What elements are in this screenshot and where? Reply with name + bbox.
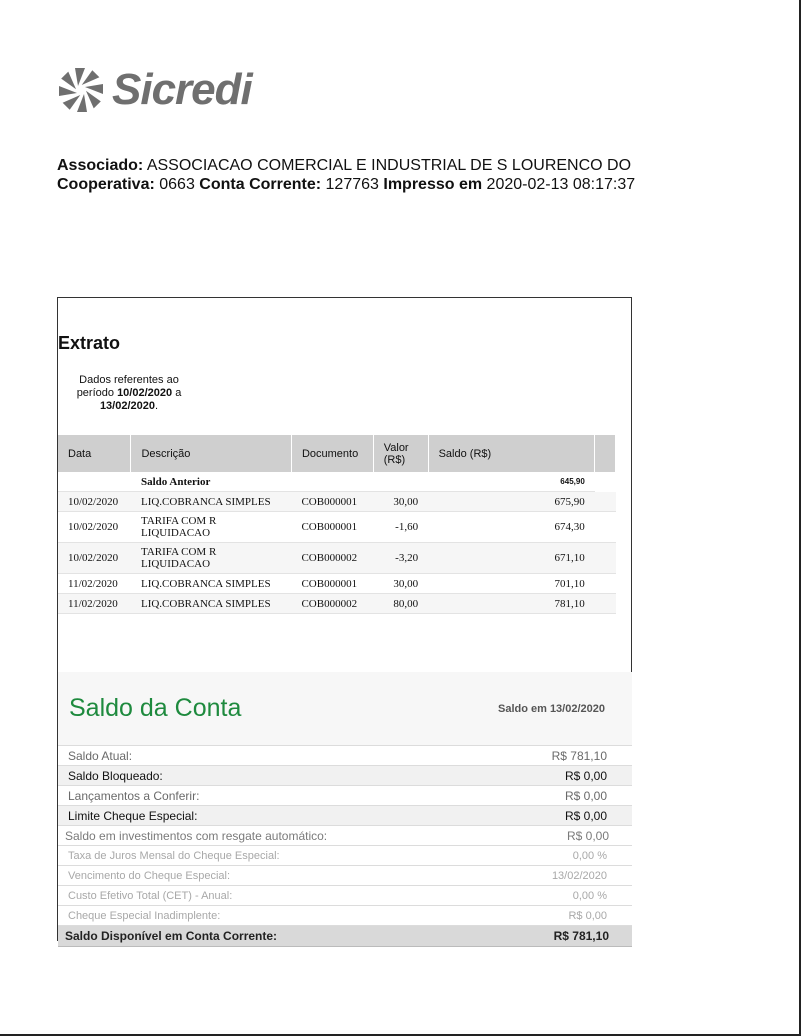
col-documento: Documento: [291, 435, 373, 472]
col-extra: [595, 435, 616, 472]
summary-value: R$ 0,00: [564, 808, 607, 823]
col-data: Data: [58, 435, 131, 472]
summary-value: R$ 0,00: [564, 768, 607, 783]
summary-label: Limite Cheque Especial:: [68, 808, 198, 823]
summary-value: R$ 781,10: [551, 748, 607, 763]
row-valor: 80,00: [373, 594, 428, 614]
summary-row-saldo-bloqueado: [58, 765, 632, 785]
statement-table: [58, 435, 616, 614]
row-data: 10/02/2020: [58, 492, 131, 512]
sicredi-logo: [56, 60, 252, 120]
row-data: 11/02/2020: [58, 574, 131, 594]
summary-label: Vencimento do Cheque Especial:: [68, 869, 231, 882]
summary-row-lancamentos: [58, 785, 632, 805]
impresso-label: Impresso em: [383, 176, 483, 193]
periodo-prefix: Dados referentes ao período: [76, 374, 179, 399]
account-header: [57, 156, 635, 194]
associado-value: ASSOCIACAO COMERCIAL E INDUSTRIAL DE S LOURENCO DO: [146, 157, 632, 174]
summary-label: Custo Efetivo Total (CET) - Anual:: [68, 889, 233, 902]
impresso-value: 2020-02-13 08:17:37: [486, 176, 636, 193]
table-header-row: [58, 435, 616, 472]
table-row: [58, 594, 616, 614]
saldo-conta-title: Saldo da Conta: [69, 694, 242, 722]
saldo-anterior-row: [58, 472, 616, 492]
cooperativa-value: 0663: [159, 176, 195, 193]
row-documento: COB000001: [291, 512, 373, 543]
summary-row-taxa-juros: [58, 845, 632, 865]
associado-label: Associado:: [57, 157, 144, 174]
summary-row-vencimento: [58, 865, 632, 885]
summary-label: Cheque Especial Inadimplente:: [68, 909, 221, 922]
brand-name: Sicredi: [112, 65, 252, 114]
row-descricao: TARIFA COM R LIQUIDACAO: [131, 543, 291, 574]
cooperativa-line: [57, 175, 635, 194]
saldo-anterior-value: 645,90: [428, 472, 595, 492]
summary-value: R$ 781,10: [553, 929, 609, 943]
row-valor: 30,00: [373, 574, 428, 594]
row-documento: COB000002: [291, 543, 373, 574]
summary-label: Saldo Atual:: [68, 748, 133, 763]
periodo-suffix: .: [155, 400, 159, 412]
summary-row-cet: [58, 885, 632, 905]
row-saldo: 671,10: [428, 543, 595, 574]
summary-label: Taxa de Juros Mensal do Cheque Especial:: [68, 849, 280, 862]
row-saldo: 781,10: [428, 594, 595, 614]
table-row: [58, 574, 616, 594]
row-saldo: 674,30: [428, 512, 595, 543]
row-valor: -3,20: [373, 543, 428, 574]
row-descricao: TARIFA COM R LIQUIDACAO: [131, 512, 291, 543]
summary-value: 0,00 %: [572, 889, 607, 902]
saldo-anterior-label: Saldo Anterior: [131, 472, 428, 492]
row-valor: -1,60: [373, 512, 428, 543]
row-valor: 30,00: [373, 492, 428, 512]
row-data: 10/02/2020: [58, 512, 131, 543]
row-saldo: 701,10: [428, 574, 595, 594]
table-row: [58, 512, 616, 543]
cooperativa-label: Cooperativa:: [57, 176, 155, 193]
summary-label: Saldo Bloqueado:: [68, 768, 163, 783]
summary-value: R$ 0,00: [564, 788, 607, 803]
row-saldo: 675,90: [428, 492, 595, 512]
balance-summary: [58, 745, 632, 947]
row-documento: COB000001: [291, 492, 373, 512]
associado-line: [57, 156, 635, 175]
summary-row-limite-cheque: [58, 805, 632, 825]
periodo-info: [70, 374, 188, 413]
row-data: 11/02/2020: [58, 594, 131, 614]
row-documento: COB000002: [291, 594, 373, 614]
summary-label: Lançamentos a Conferir:: [68, 788, 200, 803]
summary-value: 0,00 %: [572, 849, 607, 862]
summary-value: R$ 0,00: [566, 828, 609, 843]
summary-value: 13/02/2020: [551, 869, 607, 882]
conta-label: Conta Corrente:: [199, 176, 322, 193]
summary-label: Saldo Disponível em Conta Corrente:: [65, 929, 278, 943]
summary-value: R$ 0,00: [568, 909, 607, 922]
row-descricao: LIQ.COBRANCA SIMPLES: [131, 492, 291, 512]
periodo-start: 10/02/2020: [117, 387, 173, 399]
table-row: [58, 492, 616, 512]
periodo-mid: a: [175, 387, 182, 399]
sicredi-pinwheel-icon: [56, 65, 106, 115]
col-valor: Valor (R$): [373, 435, 428, 472]
row-descricao: LIQ.COBRANCA SIMPLES: [131, 574, 291, 594]
row-data: 10/02/2020: [58, 543, 131, 574]
col-saldo: Saldo (R$): [428, 435, 595, 472]
conta-value: 127763: [325, 176, 379, 193]
summary-row-inadimplente: [58, 905, 632, 925]
periodo-end: 13/02/2020: [99, 400, 155, 412]
row-descricao: LIQ.COBRANCA SIMPLES: [131, 594, 291, 614]
row-documento: COB000001: [291, 574, 373, 594]
extrato-title: Extrato: [58, 333, 121, 353]
table-row: [58, 543, 616, 574]
col-descricao: Descrição: [131, 435, 291, 472]
summary-row-saldo-atual: [58, 745, 632, 765]
saldo-em-date: Saldo em 13/02/2020: [497, 703, 605, 715]
summary-label: Saldo em investimentos com resgate automático:: [65, 828, 328, 843]
summary-row-investimentos: [58, 825, 632, 845]
statement-panel: [57, 297, 632, 941]
summary-row-disponivel: [58, 925, 632, 947]
